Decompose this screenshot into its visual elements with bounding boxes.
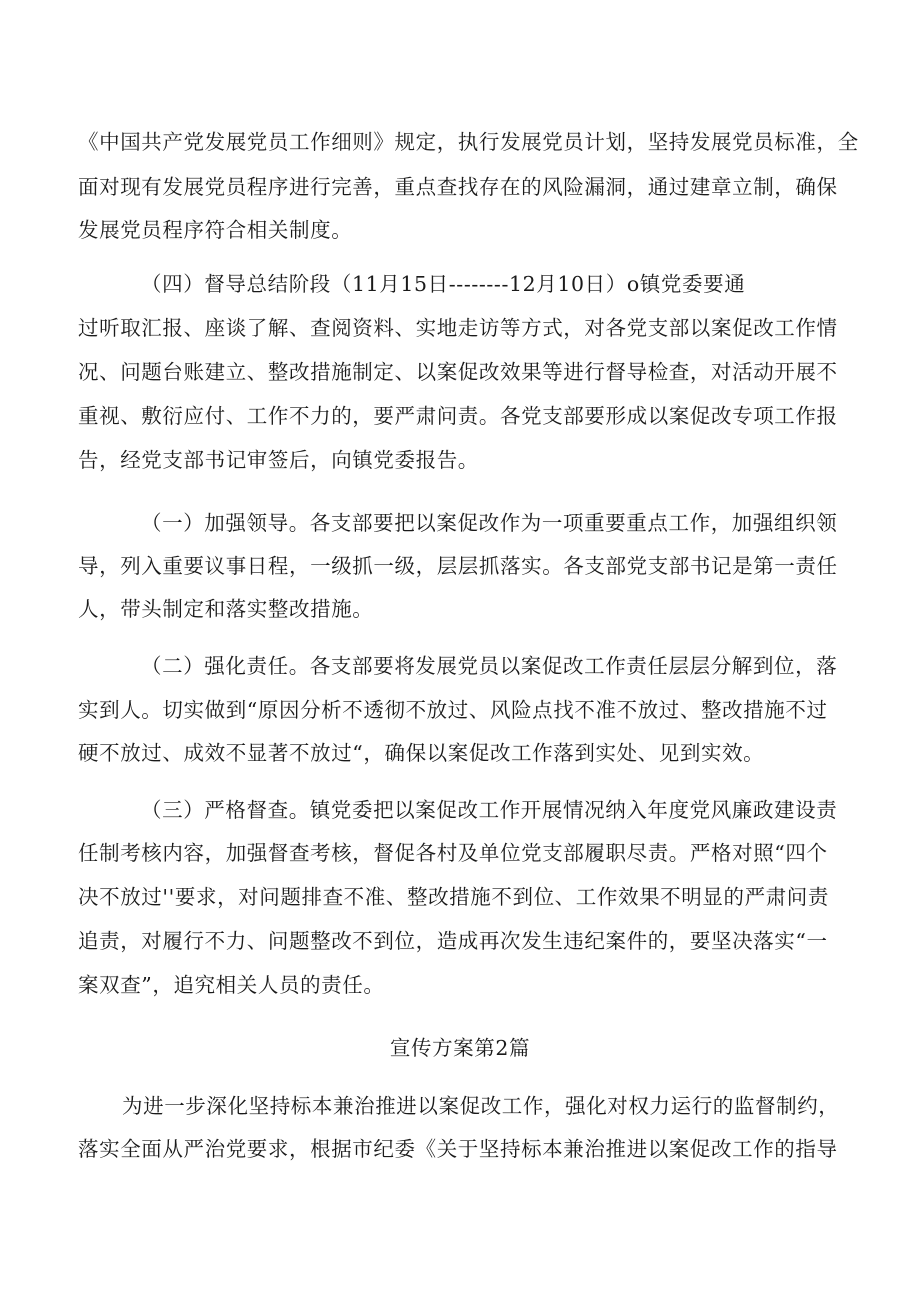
text-line: 实到人。切实做到“原因分析不透彻不放过、风险点找不准不放过、整改措施不过 bbox=[78, 698, 828, 722]
text-line: 追责，对履行不力、问题整改不到位，造成再次发生违纪案件的，要坚决落实“一 bbox=[78, 929, 828, 953]
text-line: 落实全面从严治党要求，根据市纪委《关于坚持标本兼治推进以案促改工作的指导 bbox=[78, 1137, 838, 1161]
section-title: 宣传方案第2篇 bbox=[389, 1036, 531, 1060]
section-heading: （四）督导总结阶段（11月15日--------12月10日）o镇党委要通 bbox=[141, 272, 746, 296]
text-line: 告，经党支部书记审签后，向镇党委报告。 bbox=[78, 448, 479, 472]
text-line: 案双查”，追究相关人员的责任。 bbox=[78, 973, 385, 997]
paragraph-start: 为进一步深化坚持标本兼治推进以案促改工作，强化对权力运行的监督制约， bbox=[122, 1094, 840, 1118]
text-line: 重视、敷衍应付、工作不力的，要严肃问责。各党支部要形成以案促改专项工作报 bbox=[78, 404, 838, 428]
text-line: 导，列入重要议事日程，一级抓一级，层层抓落实。各支部党支部书记是第一责任 bbox=[78, 554, 838, 578]
text-line: 况、问题台账建立、整改措施制定、以案促改效果等进行督导检查，对活动开展不 bbox=[78, 360, 838, 384]
text-line: 过听取汇报、座谈了解、查阅资料、实地走访等方式，对各党支部以案促改工作情 bbox=[78, 316, 838, 340]
paragraph-start: （二）强化责任。各支部要将发展党员以案促改工作责任层层分解到位，落 bbox=[141, 654, 838, 678]
text-line: 硬不放过、成效不显著不放过“，确保以案促改工作落到实处、见到实效。 bbox=[78, 741, 765, 765]
paragraph-start: （三）严格督查。镇党委把以案促改工作开展情况纳入年度党风廉政建设责 bbox=[141, 798, 838, 822]
text-line: 决不放过''要求，对问题排查不准、整改措施不到位、工作效果不明显的严肃问责 bbox=[78, 885, 829, 909]
text-line: 面对现有发展党员程序进行完善，重点查找存在的风险漏洞，通过建章立制，确保 bbox=[78, 175, 838, 199]
text-line: 发展党员程序符合相关制度。 bbox=[78, 218, 353, 242]
text-line: 《中国共产党发展党员工作细则》规定，执行发展党员计划，坚持发展党员标准，全 bbox=[78, 130, 859, 154]
paragraph-start: （一）加强领导。各支部要把以案促改作为一项重要重点工作，加强组织领 bbox=[141, 511, 838, 535]
text-line: 人，带头制定和落实整改措施。 bbox=[78, 597, 374, 621]
text-line: 任制考核内容，加强督查考核，督促各村及单位党支部履职尽责。严格对照“四个 bbox=[78, 841, 828, 865]
